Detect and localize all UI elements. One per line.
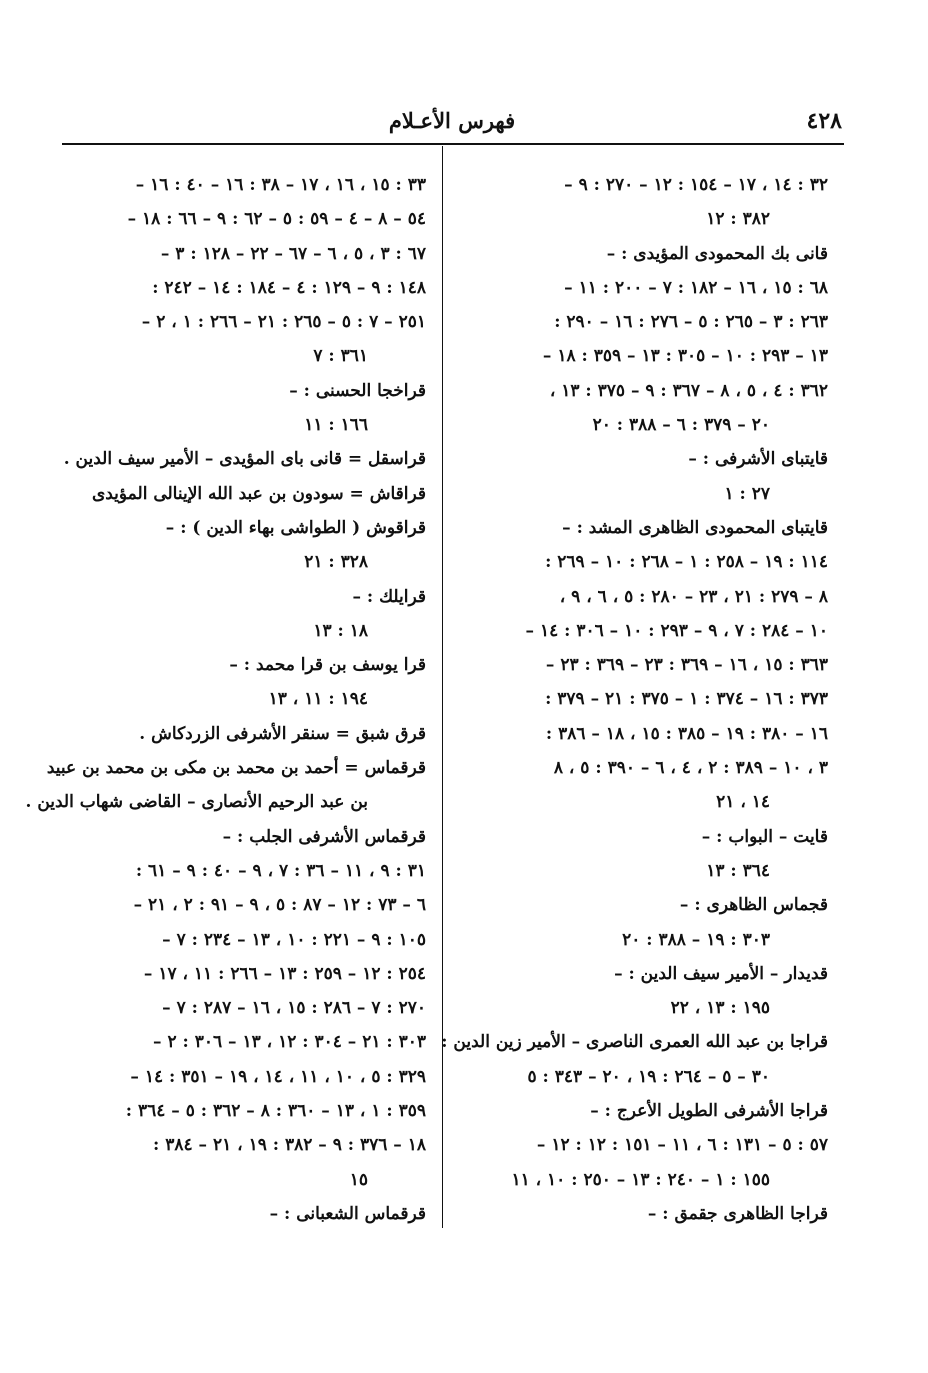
index-entry-refs: ٨ – ٢٧٩ : ٢١ ، ٢٣ – ٢٨٠ : ٥ ، ٦ ، ٩ ، bbox=[559, 586, 828, 607]
index-entry-refs: ٣١ : ٩ ، ١١ – ٣٦ : ٧ ، ٩ – ٤٠ : ٩ – ٦١ : bbox=[135, 860, 426, 881]
index-entry-refs: ٣٣ : ١٥ ، ١٦ ، ١٧ – ٣٨ : ١٦ – ٤٠ : ١٦ – bbox=[135, 175, 426, 195]
index-entry-refs: ١٨ : ١٣ bbox=[313, 620, 368, 641]
index-entry-refs: ٥٤ – ٨ – ٤ – ٥٩ : ٥ – ٦٢ : ٩ – ٦٦ : ١٨ – bbox=[127, 209, 426, 230]
index-entry-refs: ٣٠٣ : ١٩ – ٣٨٨ : ٢٠ bbox=[622, 929, 770, 950]
index-entry-refs: ٣٦٤ : ١٣ bbox=[706, 860, 770, 881]
index-entry-refs: ٢٧ : ١ bbox=[724, 483, 770, 504]
index-entry-refs: ١٤٨ : ٩ – ١٢٩ : ٤ – ١٨٤ : ١٤ – ٢٤٢ : bbox=[152, 277, 426, 298]
index-entry-refs: ٢٠ – ٣٧٩ : ٦ – ٣٨٨ : ٢٠ bbox=[592, 415, 770, 436]
index-entry-refs: ٣٧٣ : ١٦ – ٣٧٤ : ١ – ٣٧٥ : ٢١ – ٣٧٩ : bbox=[545, 689, 828, 710]
right-column bbox=[441, 168, 828, 1231]
page-header bbox=[62, 108, 842, 140]
index-entry-refs: ٣ ، ١٠ – ٣٨٩ : ٢ ، ٤ ، ٦ – ٣٩٠ : ٥ ، ٨ bbox=[553, 758, 828, 779]
index-entry-name: قراقاش = سودون بن عبد الله الإينالى المؤيدى bbox=[91, 483, 426, 504]
index-entry-refs: ٣٠٣ : ٢١ – ٣٠٤ : ١٢ ، ١٣ – ٣٠٦ : ٢ – bbox=[153, 1032, 426, 1053]
page-number: ٤٢٨ bbox=[806, 108, 842, 134]
index-entry-refs: ١١٤ : ١٩ – ٢٥٨ : ١ – ٢٦٨ : ١٠ – ٢٦٩ : bbox=[545, 552, 828, 573]
index-entry-name: قراجا بن عبد الله العمرى الناصرى – الأمير زين الدين : bbox=[441, 1032, 828, 1053]
index-entry-refs: ٣٢٨ : ٢١ bbox=[304, 552, 368, 573]
index-entry-name: قرقماس الشعبانى : – bbox=[269, 1203, 426, 1224]
index-entry-refs: ٣٦٣ : ١٥ ، ١٦ – ٣٦٩ : ٢٣ – ٣٦٩ : ٢٣ – bbox=[545, 655, 828, 676]
index-entry-refs: ١٥٥ : ١ – ٢٤٠ : ١٣ – ٢٥٠ : ١٠ ، ١١ bbox=[511, 1169, 770, 1190]
index-entry-name: قرق شبق = سنقر الأشرفى الزردكاش . bbox=[139, 723, 426, 744]
index-entry-refs: ١٥ bbox=[349, 1169, 368, 1190]
index-entry-name: قرقماس = أحمد بن محمد بن مكى بن محمد بن عبيد bbox=[46, 758, 426, 779]
index-entry-refs: ١٨ – ٣٧٦ : ٩ – ٣٨٢ : ١٩ ، ٢١ – ٣٨٤ : bbox=[153, 1135, 426, 1156]
left-column bbox=[25, 168, 426, 1231]
index-entry-name: قراقوش ( الطواشى بهاء الدين ) : – bbox=[165, 517, 426, 538]
index-entry-refs: ٣٠ – ٥ – ٢٦٤ : ١٩ ، ٢٠ – ٣٤٣ : ٥ bbox=[527, 1066, 770, 1087]
index-entry-refs: ١٩٤ : ١١ ، ١٣ bbox=[268, 689, 368, 710]
index-entry-refs: ٣٢ : ١٤ ، ١٧ – ١٥٤ : ١٢ – ٢٧٠ : ٩ – bbox=[564, 175, 828, 195]
index-entry-refs: ٢٧٠ : ٧ – ٢٨٦ : ١٥ ، ١٦ – ٢٨٧ : ٧ – bbox=[162, 998, 426, 1019]
index-entry-refs: ١٤ ، ٢١ bbox=[716, 792, 770, 813]
index-entry-name: قايتباى الأشرفى : – bbox=[688, 449, 828, 470]
index-entry-refs: ٣٢٩ : ٥ ، ١٠ ، ١١ ، ١٤ ، ١٩ – ٣٥١ : ١٤ – bbox=[130, 1066, 426, 1087]
index-entry-name: قديدار – الأمير سيف الدين : – bbox=[614, 963, 828, 984]
index-entry-refs: ٦٧ : ٣ ، ٥ ، ٦ – ٦٧ – ٢٢ – ١٢٨ : ٣ – bbox=[160, 243, 426, 264]
index-entry-refs: ٣٥٩ : ١ ، ١٣ – ٣٦٠ : ٨ – ٣٦٢ : ٥ – ٣٦٤ : bbox=[125, 1101, 426, 1122]
index-entry-name: قراسقل = قانى باى المؤيدى – الأمير سيف الدين . bbox=[63, 449, 426, 470]
column-divider bbox=[442, 146, 443, 1228]
index-entry-name: قجماس الظاهرى : – bbox=[679, 895, 828, 916]
index-entry-name: قرقماس الأشرفى الجلب : – bbox=[222, 826, 426, 847]
index-entry-refs: ١٦٦ : ١١ bbox=[304, 415, 368, 436]
index-entry-refs: ١٦ – ٣٨٠ : ١٩ – ٣٨٥ : ١٥ ، ١٨ – ٣٨٦ : bbox=[545, 723, 828, 744]
index-entry-refs: ٣٨٢ : ١٢ bbox=[706, 209, 770, 230]
index-entry-refs: ٢٥٤ : ١٢ – ٢٥٩ : ١٣ – ٢٦٦ : ١١ ، ١٧ – bbox=[143, 963, 426, 984]
index-entry-refs: ٢٥١ – ٧ : ٥ – ٢٦٥ : ٢١ – ٢٦٦ : ١ ، ٢ – bbox=[141, 312, 426, 333]
index-entry-name: قانى بك المحمودى المؤيدى : – bbox=[606, 243, 828, 264]
index-entry-refs: ١٣ – ٢٩٣ : ١٠ – ٣٠٥ : ١٣ – ٣٥٩ : ١٨ – bbox=[542, 346, 828, 367]
index-entry-refs: ٦٨ : ١٥ ، ١٦ – ١٨٢ : ٧ – ٢٠٠ : ١١ – bbox=[564, 277, 828, 298]
index-entry-refs: ١٩٥ : ١٣ ، ٢٢ bbox=[670, 998, 770, 1019]
index-entry-name: قراجا الأشرفى الطويل الأعرج : – bbox=[590, 1101, 828, 1122]
header-rule bbox=[62, 143, 844, 145]
index-entry-refs: ٣٦٢ : ٤ ، ٥ ، ٨ – ٣٦٧ : ٩ – ٣٧٥ : ١٣ ، bbox=[549, 380, 828, 401]
index-entry-refs: ٢٦٣ : ٣ – ٢٦٥ : ٥ – ٢٧٦ : ١٦ – ٢٩٠ : bbox=[554, 312, 828, 333]
index-entry-refs: بن عبد الرحيم الأنصارى – القاضى شهاب الدين . bbox=[25, 792, 368, 813]
index-entry-refs: ٣٦١ : ٧ bbox=[313, 346, 368, 367]
index-entry-refs: ١٠٥ : ٩ – ٢٢١ : ١٠ ، ١٣ – ٢٣٤ : ٧ – bbox=[162, 929, 426, 950]
index-entry-refs: ١٠ – ٢٨٤ : ٧ ، ٩ – ٢٩٣ : ١٠ – ٣٠٦ : ١٤ – bbox=[525, 620, 828, 641]
index-entry-refs: ٥٧ : ٥ – ١٣١ : ٦ ، ١١ – ١٥١ : ١٢ : ١٢ – bbox=[536, 1135, 828, 1156]
index-entry-refs: ٦ – ٧٣ : ١٢ – ٨٧ : ٥ ، ٩ – ٩١ : ٢ ، ٢١ – bbox=[133, 895, 426, 916]
index-entry-name: قايت – البواب : – bbox=[701, 826, 828, 847]
index-entry-name: قايتباى المحمودى الظاهرى المشد : – bbox=[562, 517, 828, 538]
index-entry-name: قراجا الظاهرى جقمق : – bbox=[647, 1203, 828, 1224]
index-entry-name: قرا يوسف بن قرا محمد : – bbox=[229, 655, 426, 676]
index-entry-name: قرايلك : – bbox=[352, 586, 426, 607]
running-title: فهرس الأعـلام bbox=[388, 108, 516, 133]
index-entry-name: قراخجا الحسنى : – bbox=[289, 380, 426, 401]
